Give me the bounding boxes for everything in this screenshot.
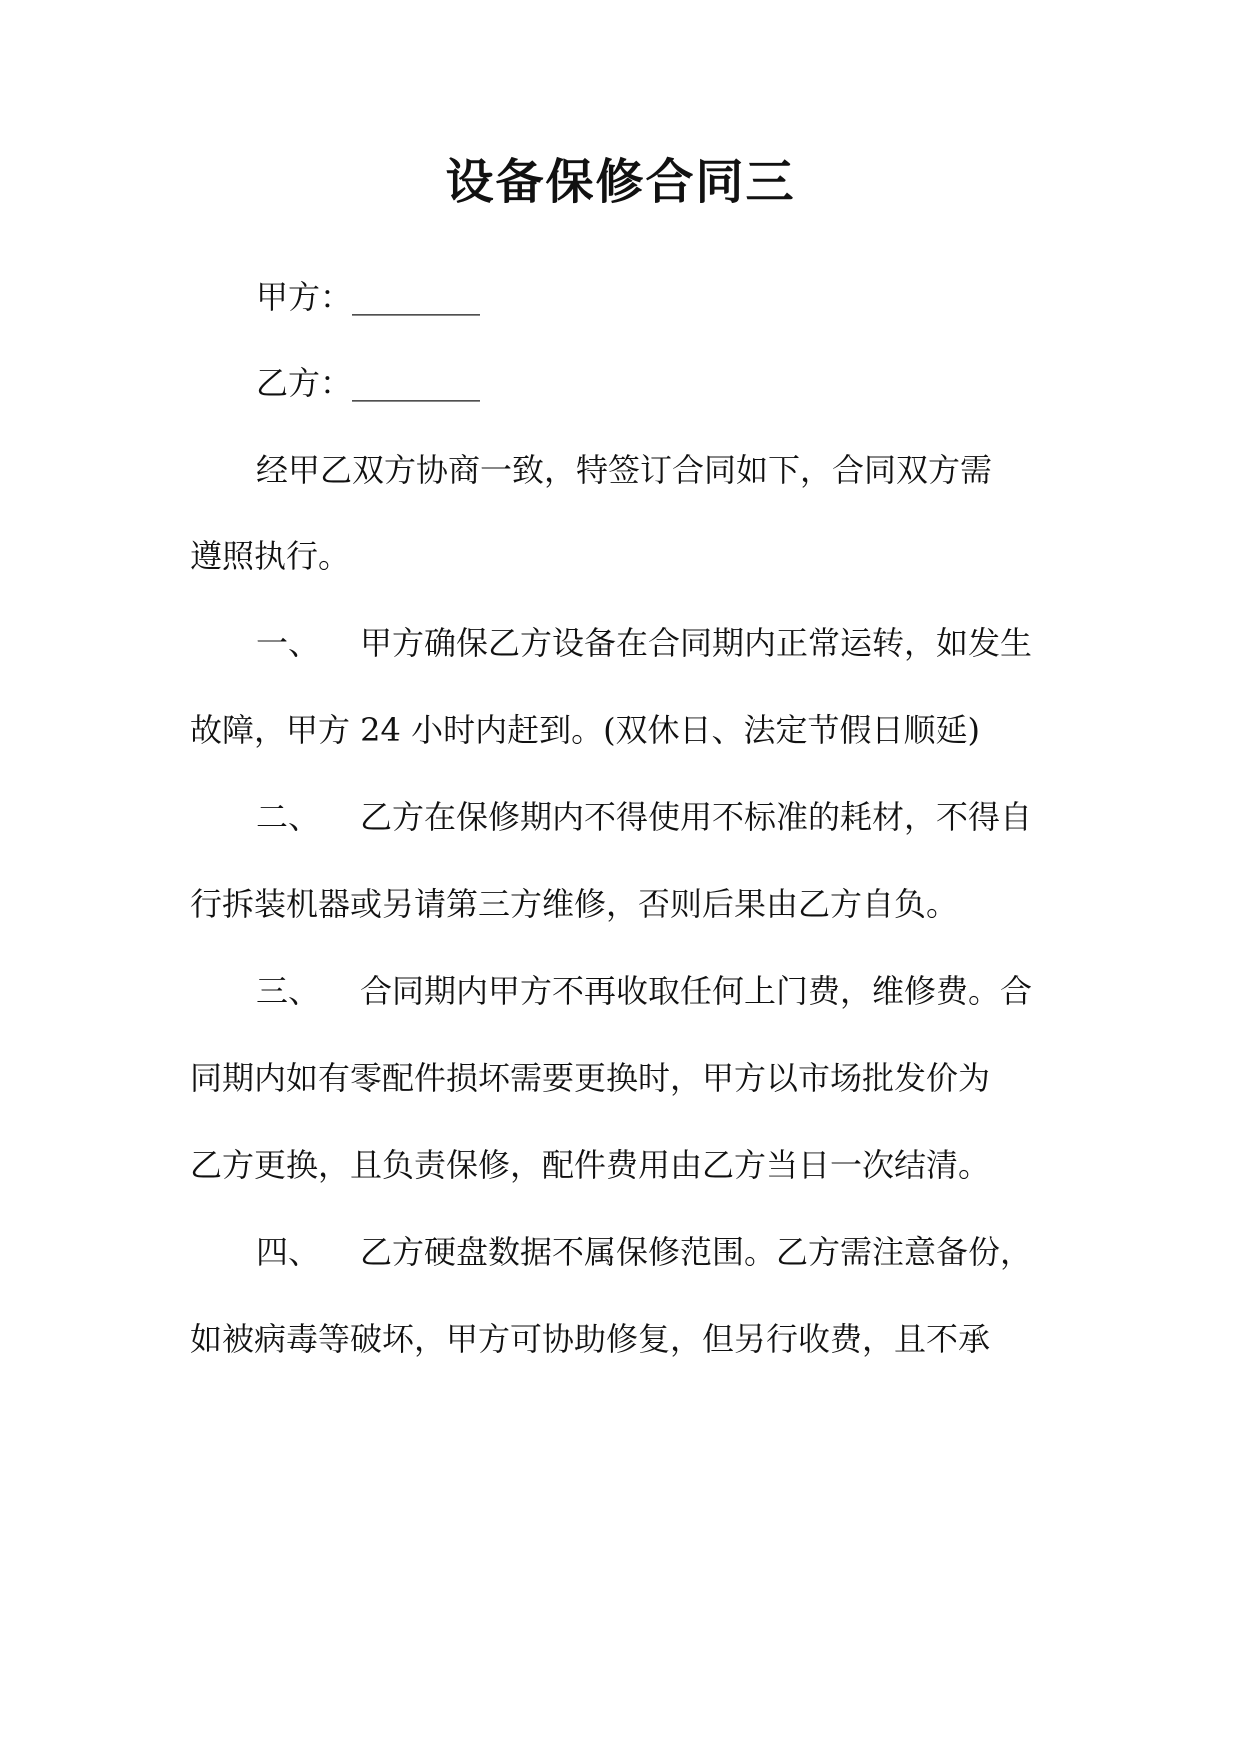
clause-2-text: 乙方在保修期内不得使用不标准的耗材，不得自	[360, 798, 1033, 836]
clause-1-text: 甲方确保乙方设备在合同期内正常运转，如发生	[360, 624, 1033, 662]
clause-3-number: 三、	[256, 972, 321, 1010]
document-title: 设备保修合同三	[445, 154, 796, 210]
clause-1-line-1	[0, 623, 1241, 663]
clause-1-number: 一、	[256, 624, 321, 662]
clause-2-line-2: 行拆装机器或另请第三方维修，否则后果由乙方自负。	[190, 885, 959, 923]
clause-2-number: 二、	[256, 798, 321, 836]
clause-1-line-2: 故障，甲方 24 小时内赶到。(双休日、法定节假日顺延)	[190, 711, 981, 749]
clause-4-line-2: 如被病毒等破坏，甲方可协助修复，但另行收费，且不承	[190, 1320, 991, 1358]
clause-3-line-1	[0, 971, 1241, 1011]
clause-4-number: 四、	[256, 1233, 321, 1271]
clause-4-text: 乙方硬盘数据不属保修范围。乙方需注意备份，	[360, 1233, 1033, 1271]
intro-line-2: 遵照执行。	[190, 537, 351, 575]
clause-3-line-2: 同期内如有零配件损坏需要更换时，甲方以市场批发价为	[190, 1059, 991, 1097]
party-b-line: 乙方：________	[256, 364, 481, 402]
intro-line-1: 经甲乙双方协商一致，特签订合同如下，合同双方需	[256, 451, 993, 489]
clause-3-text: 合同期内甲方不再收取任何上门费，维修费。合	[360, 972, 1033, 1010]
clause-4-line-1	[0, 1232, 1241, 1272]
clause-2-line-1	[0, 797, 1241, 837]
party-a-line: 甲方：________	[256, 278, 481, 316]
clause-3-line-3: 乙方更换，且负责保修，配件费用由乙方当日一次结清。	[190, 1146, 991, 1184]
